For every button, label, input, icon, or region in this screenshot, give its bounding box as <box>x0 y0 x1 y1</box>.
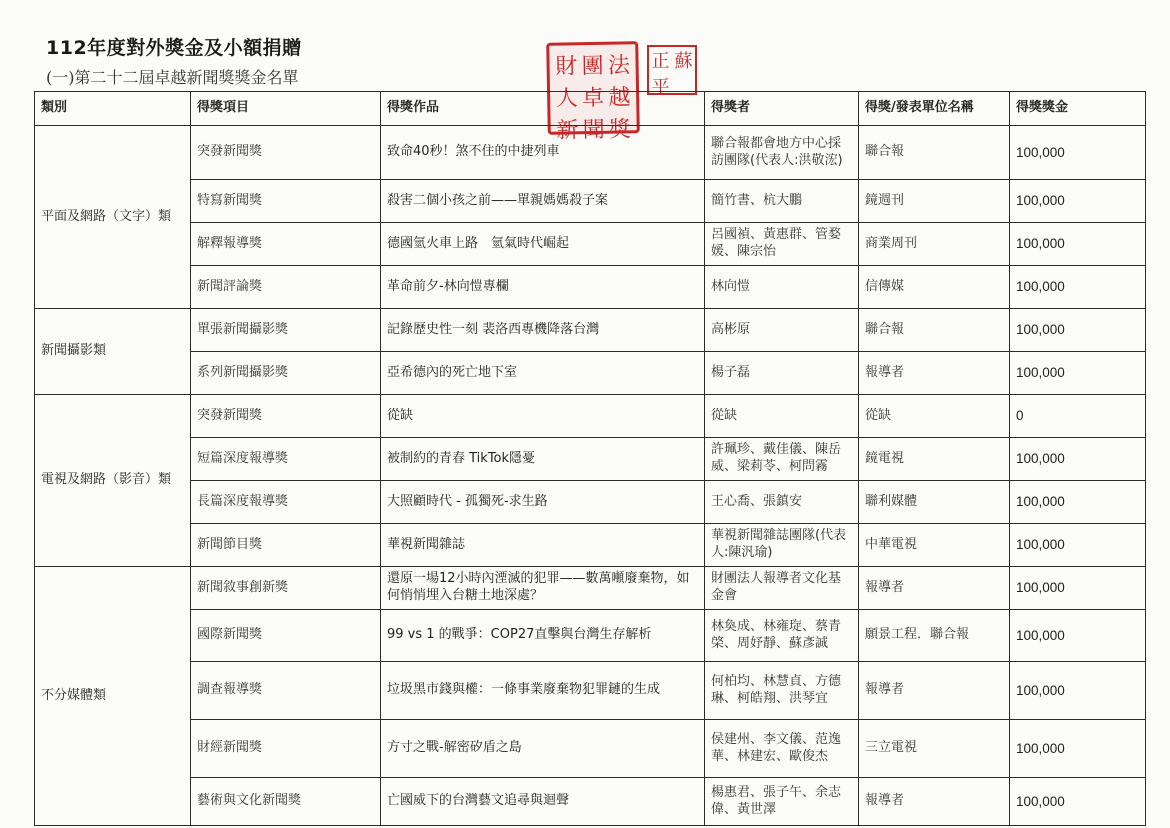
work-cell: 被制約的青春 TikTok隱憂 <box>381 438 705 481</box>
amount-cell: 100,000 <box>1010 126 1146 180</box>
media-cell: 聯合報 <box>859 309 1010 352</box>
media-cell: 報導者 <box>859 778 1010 826</box>
winner-cell: 林向愷 <box>705 266 859 309</box>
work-cell: 德國氫火車上路 氫氣時代崛起 <box>381 223 705 266</box>
category-cell: 新聞攝影類 <box>35 309 191 395</box>
work-cell: 還原一場12小時內湮滅的犯罪——數萬噸廢棄物，如何悄悄埋入台糖土地深處？ <box>381 567 705 610</box>
media-cell: 三立電視 <box>859 720 1010 778</box>
amount-cell: 100,000 <box>1010 610 1146 662</box>
amount-cell: 100,000 <box>1010 180 1146 223</box>
prize-cell: 特寫新聞獎 <box>191 180 381 223</box>
amount-cell: 100,000 <box>1010 567 1146 610</box>
media-cell: 聯合報 <box>859 126 1010 180</box>
table-row <box>35 481 1146 524</box>
prize-cell: 新聞節目獎 <box>191 524 381 567</box>
prize-cell: 系列新聞攝影獎 <box>191 352 381 395</box>
media-cell: 鏡週刊 <box>859 180 1010 223</box>
prize-cell: 單張新聞攝影獎 <box>191 309 381 352</box>
table-row <box>35 180 1146 223</box>
media-cell: 商業周刊 <box>859 223 1010 266</box>
prize-cell: 藝術與文化新聞獎 <box>191 778 381 826</box>
table-header-row <box>35 92 1146 126</box>
table-row <box>35 395 1146 438</box>
media-cell: 從缺 <box>859 395 1010 438</box>
media-cell: 聯利媒體 <box>859 481 1010 524</box>
table-row <box>35 266 1146 309</box>
media-cell: 信傳媒 <box>859 266 1010 309</box>
work-cell: 致命40秒！煞不住的中捷列車 <box>381 126 705 180</box>
table-row <box>35 662 1146 720</box>
work-cell: 華視新聞雜誌 <box>381 524 705 567</box>
winner-cell: 聯合報都會地方中心採訪團隊(代表人:洪敬浤) <box>705 126 859 180</box>
winner-cell: 楊惠君、張子午、余志偉、黃世澤 <box>705 778 859 826</box>
winner-cell: 高彬原 <box>705 309 859 352</box>
prize-cell: 突發新聞獎 <box>191 126 381 180</box>
personal-seal: 正 蘇 平 <box>647 45 697 95</box>
table-row <box>35 720 1146 778</box>
prize-cell: 國際新聞獎 <box>191 610 381 662</box>
header-media: 得獎/發表單位名稱 <box>859 92 1010 126</box>
category-cell: 不分媒體類 <box>35 567 191 826</box>
amount-cell: 100,000 <box>1010 309 1146 352</box>
page-subtitle: (一)第二十二屆卓越新聞獎獎金名單 <box>46 68 299 87</box>
prize-cell: 調查報導獎 <box>191 662 381 720</box>
amount-cell: 100,000 <box>1010 524 1146 567</box>
amount-cell: 100,000 <box>1010 662 1146 720</box>
prize-cell: 財經新聞獎 <box>191 720 381 778</box>
work-cell: 從缺 <box>381 395 705 438</box>
winner-cell: 許珮珍、戴佳儀、陳岳威、梁莉苓、柯問霧 <box>705 438 859 481</box>
prize-cell: 突發新聞獎 <box>191 395 381 438</box>
amount-cell: 100,000 <box>1010 778 1146 826</box>
work-cell: 革命前夕-林向愷專欄 <box>381 266 705 309</box>
media-cell: 報導者 <box>859 662 1010 720</box>
table-row <box>35 778 1146 826</box>
category-cell: 平面及網路（文字）類 <box>35 126 191 309</box>
page-title: 112年度對外獎金及小額捐贈 <box>46 37 302 59</box>
header-amount: 得獎獎金 <box>1010 92 1146 126</box>
amount-cell: 100,000 <box>1010 352 1146 395</box>
work-cell: 亞希德內的死亡地下室 <box>381 352 705 395</box>
header-work: 得獎作品 <box>381 92 705 126</box>
work-cell: 記錄歷史性一刻 裴洛西專機降落台灣 <box>381 309 705 352</box>
media-cell: 鏡電視 <box>859 438 1010 481</box>
amount-cell: 0 <box>1010 395 1146 438</box>
work-cell: 方寸之戰-解密矽盾之島 <box>381 720 705 778</box>
table-row <box>35 610 1146 662</box>
work-cell: 大照顧時代 - 孤獨死-求生路 <box>381 481 705 524</box>
amount-cell: 100,000 <box>1010 266 1146 309</box>
winner-cell: 王心喬、張鎮安 <box>705 481 859 524</box>
header-prize: 得獎項目 <box>191 92 381 126</box>
winner-cell: 華視新聞雜誌團隊(代表人:陳汎瑜) <box>705 524 859 567</box>
winner-cell: 簡竹書、杭大鵬 <box>705 180 859 223</box>
amount-cell: 100,000 <box>1010 438 1146 481</box>
prize-cell: 新聞評論獎 <box>191 266 381 309</box>
work-cell: 亡國威下的台灣藝文追尋與迴聲 <box>381 778 705 826</box>
table-row <box>35 567 1146 610</box>
winner-cell: 從缺 <box>705 395 859 438</box>
prize-cell: 新聞敘事創新獎 <box>191 567 381 610</box>
amount-cell: 100,000 <box>1010 720 1146 778</box>
amount-cell: 100,000 <box>1010 481 1146 524</box>
table-row <box>35 309 1146 352</box>
media-cell: 中華電視 <box>859 524 1010 567</box>
table-row <box>35 352 1146 395</box>
header-winner: 得獎者 <box>705 92 859 126</box>
media-cell: 願景工程．聯合報 <box>859 610 1010 662</box>
winner-cell: 何柏均、林慧貞、方德琳、柯皓翔、洪琴宜 <box>705 662 859 720</box>
winner-cell: 呂國禎、黃惠群、管婺媛、陳宗怡 <box>705 223 859 266</box>
table-row <box>35 126 1146 180</box>
prize-cell: 短篇深度報導獎 <box>191 438 381 481</box>
media-cell: 報導者 <box>859 352 1010 395</box>
winner-cell: 財團法人報導者文化基金會 <box>705 567 859 610</box>
winner-cell: 楊子磊 <box>705 352 859 395</box>
foundation-seal: 財 團 法 人 卓 越 新 聞 獎 <box>546 41 640 135</box>
amount-cell: 100,000 <box>1010 223 1146 266</box>
table-row <box>35 223 1146 266</box>
table-row <box>35 524 1146 567</box>
winner-cell: 林奐成、林雍琁、蔡青棨、周妤靜、蘇彥誠 <box>705 610 859 662</box>
table-row <box>35 438 1146 481</box>
prize-cell: 解釋報導獎 <box>191 223 381 266</box>
category-cell: 電視及網路（影音）類 <box>35 395 191 567</box>
work-cell: 99 vs 1 的戰爭：COP27直擊與台灣生存解析 <box>381 610 705 662</box>
winner-cell: 侯建州、李文儀、范逸華、林建宏、歐俊杰 <box>705 720 859 778</box>
work-cell: 垃圾黑市錢與權：一條事業廢棄物犯罪鏈的生成 <box>381 662 705 720</box>
awards-table <box>34 91 1146 826</box>
media-cell: 報導者 <box>859 567 1010 610</box>
prize-cell: 長篇深度報導獎 <box>191 481 381 524</box>
header-category: 類別 <box>35 92 191 126</box>
work-cell: 殺害二個小孩之前——單親媽媽殺子案 <box>381 180 705 223</box>
